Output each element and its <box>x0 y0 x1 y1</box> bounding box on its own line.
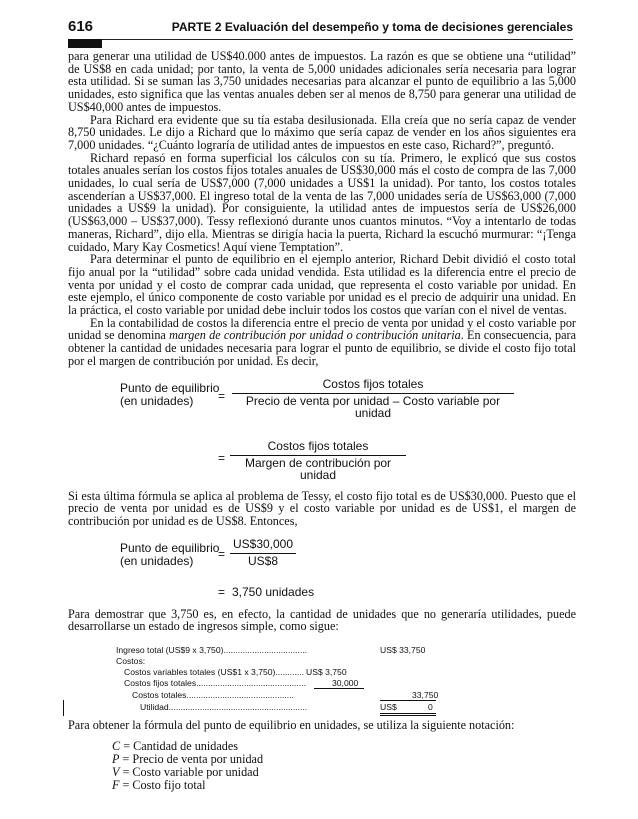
notation-symbol: F <box>112 777 120 792</box>
calc-result: 3,750 unidades <box>232 584 315 599</box>
notation-symbol: P <box>112 751 120 766</box>
formula-denominator: Precio de venta por unidad – Costo variable por unidad <box>245 393 501 421</box>
header-rule <box>68 39 573 40</box>
part-title: PARTE 2 Evaluación del desempeño y toma de decisiones gerenciales <box>171 20 573 34</box>
notation-symbol: C <box>112 738 121 753</box>
paragraph-5-end: . En consecuencia, para obtener la cantidad de unidades necesaria para lograr el punto de equilibrio, se divide el costo fijo total por el margen de contribución por unidad. Es decir, <box>68 328 576 368</box>
income-statement <box>68 645 576 719</box>
calc-equals: = <box>218 546 226 561</box>
stmt-profit-value: 0 <box>428 702 433 713</box>
formula-numerator: Costos fijos totales <box>322 376 424 391</box>
stmt-total-costs-label: Costos totales............................................. <box>132 690 294 701</box>
paragraph-1: para generar una utilidad de US$40.000 antes de impuestos. La razón es que se obtiene una “utilidad” de US$8 en cada unidad; por tanto, la venta de 5,000 unidades adicionales sería necesaria para lograr esta utilidad. Si se suman las 3,750 unidades necesarias para alcanzar el punto de equilibrio a las 5,000 unidades, esto significa que las ventas anuales deben ser al menos de 8,750 para generar una utilidad de US$40,000 antes de impuestos. <box>68 49 576 114</box>
notation-desc: = Costo fijo total <box>122 777 206 792</box>
formula-numerator-2: Costos fijos totales <box>267 438 369 453</box>
formula-label-line1: Punto de equilibrio <box>120 380 220 395</box>
margin-mark <box>63 700 64 716</box>
stmt-total-rule <box>380 700 436 701</box>
stmt-profit-currency: US$ <box>380 702 397 713</box>
notation-list <box>112 740 576 792</box>
calc-denominator: US$8 <box>247 553 279 568</box>
breakeven-formula <box>68 378 576 436</box>
paragraph-5 <box>68 317 576 368</box>
paragraph-8: Para obtener la fórmula del punto de equilibrio en unidades, se utiliza la siguiente notación: <box>68 718 515 733</box>
page-number: 616 <box>68 18 94 35</box>
breakeven-calculation <box>68 536 576 608</box>
calc-numerator: US$30,000 <box>232 536 294 551</box>
calc-label-line1: Punto de equilibrio <box>120 540 220 555</box>
paragraph-5-start: En la contabilidad de costos la diferencia entre el precio de venta por unidad y el costo variable por unidad se denomina <box>68 315 576 343</box>
formula-label-line2: (en unidades) <box>120 393 194 408</box>
notation-desc: = Cantidad de unidades <box>123 738 239 753</box>
stmt-revenue-label: Ingreso total (US$9 x 3,750)................................... <box>116 645 308 656</box>
paragraph-2: Para Richard era evidente que su tía estaba desilusionada. Ella creía que no sería capaz de vender 8,750 unidades. Le dijo a Richard que lo máximo que sería capaz de vender en los años siguientes era 7,000 unidades. “¿Cuánto lograría de utilidad antes de impuestos en este caso, Richard?”, preguntó. <box>68 112 576 152</box>
breakeven-formula-simplified <box>68 440 576 490</box>
running-header <box>68 16 573 38</box>
notation-symbol: V <box>112 764 120 779</box>
stmt-profit-label: Utilidad.......................................................... <box>140 702 308 713</box>
stmt-fixed-costs-label: Costos fijos totales.............................................. <box>124 678 306 689</box>
defined-term: margen de contribución por unidad o contribución unitaria <box>169 328 461 343</box>
stmt-costs-label: Costos: <box>116 656 146 667</box>
formula-denominator-2: Margen de contribución por unidad <box>244 455 392 483</box>
stmt-variable-costs-label: Costos variables totales (US$1 x 3,750)............ <box>124 667 305 678</box>
stmt-revenue-value: US$ 33,750 <box>380 645 426 656</box>
stmt-double-rule-1 <box>380 713 436 714</box>
notation-desc: = Precio de venta por unidad <box>122 751 264 766</box>
stmt-double-rule-2 <box>380 715 436 716</box>
paragraph-7: Para demostrar que 3,750 es, en efecto, la cantidad de unidades que no generaría utilidades, puede desarrollarse un estado de ingresos simple, como sigue: <box>68 606 576 634</box>
calc-label <box>120 542 219 568</box>
paragraph-3: Richard repasó en forma superficial los cálculos con su tía. Primero, le explicó que sus costos totales anuales serían los costos fijos totales anuales de US$30,000 más el costo de compra de las 7,000 unidades, lo cual sería de US$7,000 (7,000 unidades a US$1 la unidad). Por tanto, los costos totales ascenderían a US$37,000. El ingreso total de la venta de las 7,000 unidades sería de US$63,000 (7,000 unidades a US$9 la unidad). Por consiguiente, la utilidad antes de impuestos sería de US$26,000 (US$63,000 – US$37,000). Tessy reflexionó durante unos cuantos minutos. “Voy a intentarlo de todas maneras, Richard”, dijo ella. Mientras se dirigía hacia la puerta, Richard la escuchó murmurar: “¡Tenga cuidado, Mary Kay Cosmetics! Aquí viene Temptation”. <box>68 150 576 254</box>
formula-equals-2: = <box>218 450 226 465</box>
formula-equals: = <box>218 388 226 403</box>
stmt-fixed-costs-value: 30,000 <box>332 678 359 689</box>
header-marker-block <box>68 39 102 48</box>
stmt-variable-costs-value: US$ 3,750 <box>306 667 347 678</box>
calc-label-line2: (en unidades) <box>120 553 194 568</box>
notation-desc: = Costo variable por unidad <box>122 764 259 779</box>
paragraph-4: Para determinar el punto de equilibrio en el ejemplo anterior, Richard Debit dividió el costo total fijo anual por la “utilidad” sobre cada unidad vendida. Esta utilidad es la diferencia entre el precio de venta por unidad y el costo de comprar cada unidad, que representa el costo variable por unidad. En este ejemplo, el único componente de costo variable por unidad es el precio de adquirir una unidad. En la práctica, el costo variable por unidad debe incluir todos los costos que varían con el nivel de ventas. <box>68 252 576 318</box>
formula-label <box>120 382 219 408</box>
notation-item <box>112 779 576 792</box>
paragraph-6: Si esta última fórmula se aplica al problema de Tessy, el costo fijo total es de US$30,000. Puesto que el precio de venta por unidad es de US$9 y el costo variable por unidad es de US$1, el margen de contribución por unidad es de US$8. Entonces, <box>68 488 576 528</box>
stmt-subtotal-rule <box>314 688 364 689</box>
page-body <box>68 50 576 792</box>
calc-equals-2: = <box>218 584 226 599</box>
stmt-total-costs-value: 33,750 <box>412 690 439 701</box>
